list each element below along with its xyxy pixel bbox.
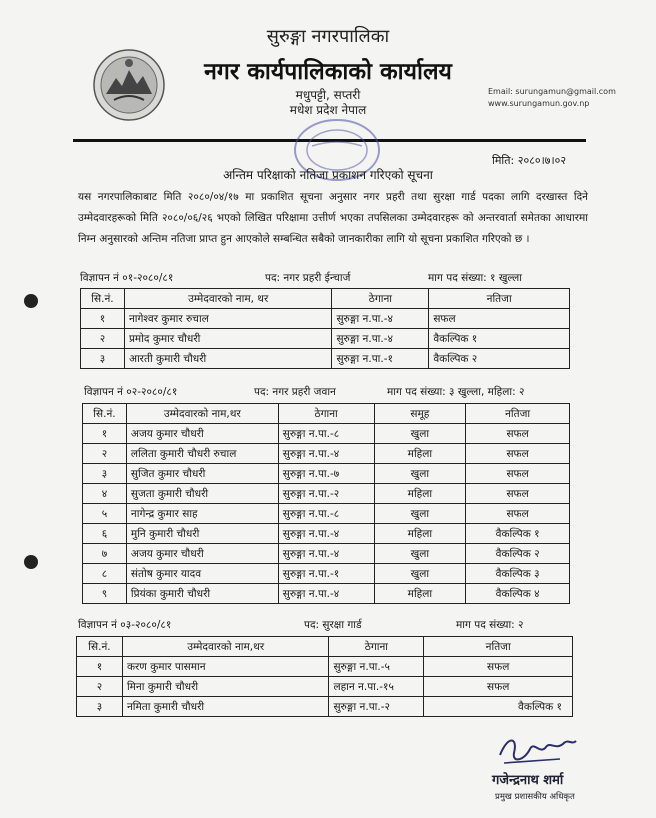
section2-demand: माग पद संख्या: ३ खुल्ला, महिला: २ (387, 386, 525, 398)
cell-result: वैकल्पिक १ (466, 524, 570, 544)
cell-address: सुरुङ्गा न.पा.-४ (332, 309, 429, 329)
col-header: सि.नं. (81, 289, 125, 309)
cell-name: नागेश्वर कुमार रुचाल (124, 309, 332, 329)
cell-address: सुरुङ्गा न.पा.-२ (329, 697, 424, 717)
website-text: www.surungamun.gov.np (488, 99, 590, 108)
cell-result: सफल (466, 504, 570, 524)
col-header: उम्मेदवारको नाम,थर (126, 404, 278, 424)
section3-demand: माग पद संख्या: २ (456, 619, 524, 631)
col-header: सि.नं. (77, 637, 123, 657)
cell-result: वैकल्पिक ४ (466, 584, 570, 604)
cell-result: वैकल्पिक २ (429, 349, 570, 369)
cell-name: प्रमोद कुमार चौधरी (124, 329, 332, 349)
province-line: मधेश प्रदेश नेपाल (289, 103, 367, 117)
cell-sn: १ (81, 309, 125, 329)
section1-demand: माग पद संख्या: १ खुल्ला (428, 272, 523, 284)
cell-group: महिला (374, 444, 466, 464)
cell-sn: १ (83, 424, 127, 444)
cell-sn: २ (77, 677, 123, 697)
table-row (83, 444, 570, 464)
cell-group: खुला (374, 424, 466, 444)
cell-group: महिला (374, 484, 466, 504)
section2-post: पद: नगर प्रहरी जवान (254, 386, 336, 398)
notice-body: यस नगरपालिकाबाट मिति २०८०/०४/१७ मा प्रकाशित सूचना अनुसार नगर प्रहरी तथा सुरक्षा गार्ड पदका लागि दरखास्त दिने उम्मेदवारहरूको मिति २०८०/०६/२६ भएको लिखित परिक्षामा उत्तीर्ण भएका तपसिलका उम्मेदवारहरू को अन्तरवार्ता समेतका आधारमा निम्न अनुसारको अन्तिम नतिजा प्राप्त हुन आएकोले सम्बन्धित सबैको जानकारीका लागि यो सूचना प्रकाशित गरिएको छ । (78, 191, 588, 245)
email-text: Email: surungamun@gmail.com (488, 87, 616, 96)
cell-result: सफल (466, 424, 570, 444)
table-row (83, 504, 570, 524)
cell-address: सुरुङ्गा न.पा.-४ (278, 524, 374, 544)
table-row (81, 329, 570, 349)
notice-date: मिति: २०८०।७।०२ (492, 154, 567, 167)
cell-group: खुला (374, 504, 466, 524)
cell-name: आरती कुमारी चौधरी (124, 349, 332, 369)
col-header: उम्मेदवारको नाम,थर (122, 637, 329, 657)
section1-ad: विज्ञापन नं ०१-२०८०/८१ (80, 272, 174, 284)
cell-address: सुरुङ्गा न.पा.-४ (278, 584, 374, 604)
cell-name: मिना कुमारी चौधरी (122, 677, 329, 697)
table-header-row (83, 404, 570, 424)
cell-address: सुरुङ्गा न.पा.-७ (278, 464, 374, 484)
cell-name: सुजित कुमार चौधरी (126, 464, 278, 484)
cell-result: सफल (466, 444, 570, 464)
cell-name: करण कुमार पासमान (122, 657, 329, 677)
cell-result: सफल (466, 464, 570, 484)
section3-table (76, 636, 573, 717)
cell-sn: ९ (83, 584, 127, 604)
cell-result: वैकल्पिक १ (429, 329, 570, 349)
section2-table (82, 403, 570, 604)
cell-group: महिला (374, 584, 466, 604)
cell-group: खुला (374, 544, 466, 564)
cell-address: सुरुङ्गा न.पा.-१ (278, 564, 374, 584)
cell-result: वैकल्पिक १ (424, 697, 573, 717)
cell-group: महिला (374, 524, 466, 544)
table-row (83, 424, 570, 444)
notice-title: अन्तिम परिक्षाको नतिजा प्रकाशन गरिएको सूचना (223, 168, 433, 182)
cell-result: सफल (466, 484, 570, 504)
col-header: नतिजा (429, 289, 570, 309)
col-header: ठेगाना (278, 404, 374, 424)
cell-address: सुरुङ्गा न.पा.-५ (329, 657, 424, 677)
table-row (83, 544, 570, 564)
cell-sn: ७ (83, 544, 127, 564)
cell-address: लहान न.पा.-१५ (329, 677, 424, 697)
cell-address: सुरुङ्गा न.पा.-४ (278, 444, 374, 464)
cell-address: सुरुङ्गा न.पा.-४ (278, 544, 374, 564)
cell-name: अजय कुमार चौधरी (126, 544, 278, 564)
cell-result: सफल (429, 309, 570, 329)
org-name: सुरुङ्गा नगरपालिका (266, 26, 390, 47)
col-header: सि.नं. (83, 404, 127, 424)
table-header-row (81, 289, 570, 309)
col-header: उम्मेदवारको नाम, थर (124, 289, 332, 309)
cell-name: अजय कुमार चौधरी (126, 424, 278, 444)
cell-name: संतोष कुमार यादव (126, 564, 278, 584)
cell-address: सुरुङ्गा न.पा.-२ (278, 484, 374, 504)
cell-name: नमिता कुमारी चौधरी (122, 697, 329, 717)
col-header: नतिजा (424, 637, 573, 657)
table-row (83, 524, 570, 544)
cell-name: सुजता कुमारी चौधरी (126, 484, 278, 504)
cell-name: नागेन्द्र कुमार साह (126, 504, 278, 524)
cell-sn: ३ (81, 349, 125, 369)
punch-hole-bottom (24, 555, 38, 569)
signatory-designation: प्रमुख प्रशासकीय अधिकृत (495, 792, 575, 802)
cell-sn: ८ (83, 564, 127, 584)
signature-scribble (490, 725, 580, 773)
table-row (83, 484, 570, 504)
cell-result: वैकल्पिक २ (466, 544, 570, 564)
cell-result: सफल (424, 657, 573, 677)
section2-ad: विज्ञापन नं ०२-२०८०/८१ (84, 386, 178, 398)
cell-address: सुरुङ्गा न.पा.-४ (332, 329, 429, 349)
cell-group: खुला (374, 564, 466, 584)
cell-address: सुरुङ्गा न.पा.-१ (332, 349, 429, 369)
col-header: ठेगाना (332, 289, 429, 309)
section3-ad: विज्ञापन नं ०३-२०८०/८१ (78, 619, 172, 631)
cell-name: ललिता कुमारी चौधरी रुचाल (126, 444, 278, 464)
cell-sn: ४ (83, 484, 127, 504)
cell-sn: ५ (83, 504, 127, 524)
office-name: नगर कार्यपालिकाको कार्यालय (204, 58, 452, 85)
table-row (83, 564, 570, 584)
cell-address: सुरुङ्गा न.पा.-८ (278, 504, 374, 524)
cell-name: प्रियंका कुमारी चौधरी (126, 584, 278, 604)
punch-hole-top (24, 294, 38, 308)
cell-result: सफल (424, 677, 573, 697)
cell-sn: २ (81, 329, 125, 349)
section1-table (80, 288, 570, 369)
cell-group: खुला (374, 464, 466, 484)
cell-sn: १ (77, 657, 123, 677)
cell-sn: ६ (83, 524, 127, 544)
cell-result: वैकल्पिक ३ (466, 564, 570, 584)
cell-sn: २ (83, 444, 127, 464)
section3-post: पद: सुरक्षा गार्ड (304, 619, 362, 631)
table-row (77, 677, 573, 697)
cell-sn: ३ (83, 464, 127, 484)
cell-address: सुरुङ्गा न.पा.-८ (278, 424, 374, 444)
table-row (83, 464, 570, 484)
section1-post: पद: नगर प्रहरी ईन्चार्ज (265, 272, 351, 284)
table-row (81, 349, 570, 369)
table-header-row (77, 637, 573, 657)
address-line: मधुपट्टी, सप्तरी (295, 88, 361, 102)
cell-sn: ३ (77, 697, 123, 717)
signatory-name: गजेन्द्रनाथ शर्मा (492, 773, 564, 788)
cell-name: मुनि कुमारी चौधरी (126, 524, 278, 544)
table-row (83, 584, 570, 604)
table-row (77, 657, 573, 677)
col-header: समूह (374, 404, 466, 424)
contact-block (488, 86, 616, 110)
col-header: नतिजा (466, 404, 570, 424)
col-header: ठेगाना (329, 637, 424, 657)
table-row (77, 697, 573, 717)
table-row (81, 309, 570, 329)
